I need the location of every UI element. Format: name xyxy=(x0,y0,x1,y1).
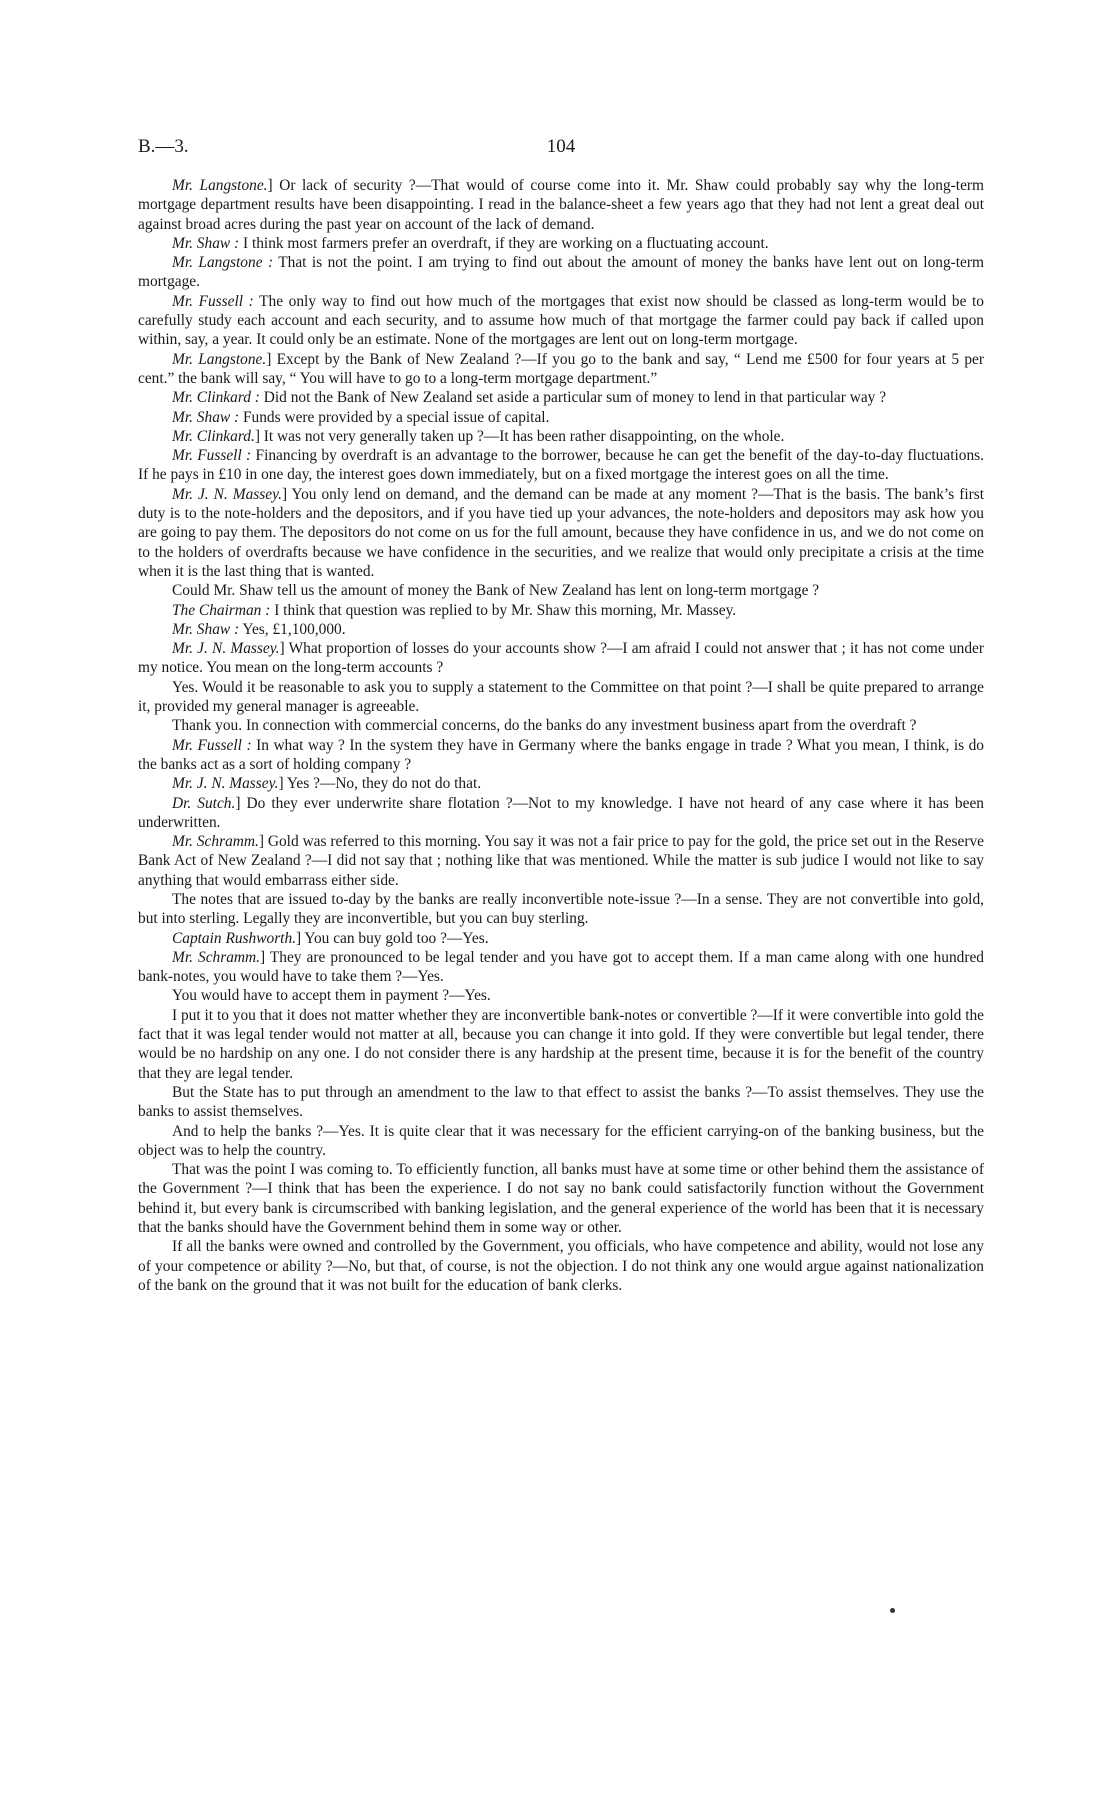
paragraph-text: ] Yes ?—No, they do not do that. xyxy=(278,775,482,793)
paragraph xyxy=(138,350,984,389)
document-code: B.—3. xyxy=(138,136,189,157)
paragraph xyxy=(138,176,984,234)
paragraph-text: Yes. Would it be reasonable to ask you to supply a statement to the Committee on that point ?—I shall be quite prepared to arrange it, provided my general manager is agreeable. xyxy=(138,678,984,716)
paragraph-text: But the State has to put through an amendment to the law to that effect to assist the banks ?—To assist themselves. They use the banks to assist themselves. xyxy=(138,1083,984,1121)
paragraph-text: ] Gold was referred to this morning. You say it was not a fair price to pay for the gold, the price set out in the Reserve Bank Act of New Zealand ?—I did not say that ; nothing like that was mentioned. While the matter is sub judice I would not like to say anything that would embarrass either side. xyxy=(138,833,984,889)
ink-dot xyxy=(890,1608,895,1613)
paragraph xyxy=(138,1006,984,1083)
paragraph xyxy=(138,408,984,427)
speaker-name: Mr. Langstone : xyxy=(172,254,274,272)
paragraph-text: ] Do they ever underwrite share flotation ?—Not to my knowledge. I have not heard of any case where it has been underwritten. xyxy=(138,794,984,831)
paragraph xyxy=(138,253,984,292)
speaker-name: Mr. J. N. Massey. xyxy=(172,775,279,793)
speaker-name: Mr. Schramm. xyxy=(172,833,259,851)
speaker-name: Mr. Fussell : xyxy=(172,447,252,465)
paragraph-text: If all the banks were owned and controlled by the Government, you officials, who have competence and ability, would not lose any of your competence or ability ?—No, but that, of course, is not the objection. I do not think any one would argue against nationalization of the bank on the ground that it was not built for the education of bank clerks. xyxy=(138,1238,984,1294)
speaker-name: Mr. J. N. Massey. xyxy=(172,485,282,503)
paragraph xyxy=(138,774,984,793)
paragraph xyxy=(138,929,984,948)
page-header xyxy=(138,136,984,160)
paragraph xyxy=(138,736,984,775)
paragraph-text: I put it to you that it does not matter whether they are inconvertible bank-notes or convertible ?—If it were convertible into gold the fact that it was legal tender would not matter at all, because you can change it into gold. If they were convertible but legal tender, there would be no hardship on any one. I do not consider there is any hardship at the present time, because it is for the benefit of the country that they are legal tender. xyxy=(138,1006,984,1082)
speaker-name: Mr. J. N. Massey. xyxy=(172,640,280,658)
paragraph xyxy=(138,986,984,1005)
paragraph xyxy=(138,1083,984,1122)
page-number: 104 xyxy=(546,136,576,157)
speaker-name: Mr. Shaw : xyxy=(172,408,240,426)
paragraph xyxy=(138,427,984,446)
paragraph-text: The only way to find out how much of the mortgages that exist now should be classed as long-term would be to carefully study each account and each security, and to assume how much of that mortgage the farmer could pay back if called upon within, say, a year. It could only be an estimate. None of the mortgages are lent out on long-term mortgage. xyxy=(138,292,984,349)
paragraph xyxy=(138,639,984,678)
speaker-name: Mr. Langstone. xyxy=(172,350,267,368)
paragraph xyxy=(138,1122,984,1161)
paragraph-text: ] Except by the Bank of New Zealand ?—If you go to the bank and say, “ Lend me £500 for four years at 5 per cent.” the bank will say, “ You will have to go to a long-term mortgage department.” xyxy=(138,350,984,387)
paragraph-text: The notes that are issued to-day by the banks are really inconvertible note-issue ?—In a sense. They are not convertible into gold, but into sterling. Legally they are inconvertible, but you can buy sterling. xyxy=(138,890,984,928)
paragraph-text: You would have to accept them in payment ?—Yes. xyxy=(172,987,491,1005)
speaker-name: Mr. Shaw : xyxy=(172,234,240,252)
paragraph-text: ] Or lack of security ?—That would of course come into it. Mr. Shaw could probably say why the long-term mortgage department results have been disappointing. I read in the balance-sheet a few years ago that they had not lent a great deal out against broad acres during the past year on account of the lack of demand. xyxy=(138,177,984,233)
speaker-name: Mr. Fussell : xyxy=(172,292,254,310)
paragraph xyxy=(138,1160,984,1237)
paragraph-text: ] It was not very generally taken up ?—It has been rather disappointing, on the whole. xyxy=(254,427,785,445)
paragraph-text: And to help the banks ?—Yes. It is quite clear that it was necessary for the efficient carrying-on of the banking business, but the object was to help the country. xyxy=(138,1122,984,1159)
paragraph xyxy=(138,620,984,639)
paragraph xyxy=(138,446,984,485)
speaker-name: Mr. Fussell : xyxy=(172,736,252,754)
paragraph xyxy=(138,388,984,407)
paragraph xyxy=(138,601,984,620)
paragraph xyxy=(138,832,984,890)
paragraph-text: ] You only lend on demand, and the demand can be made at any moment ?—That is the basis. The bank’s first duty is to the note-holders and the depositors, and if you have tied up your advances, the note-holders and depositors may ask how you are going to pay them. The depositors do not come on us for the full amount, because they have confidence in us, and we do not come on to the holders of overdrafts because we have confidence in the securities, and we realize that would only precipitate a crisis at the time when it is the last thing that is wanted. xyxy=(138,485,984,580)
speaker-name: Mr. Clinkard. xyxy=(172,427,255,445)
paragraph-text: I think that question was replied to by Mr. Shaw this morning, Mr. Massey. xyxy=(270,601,737,619)
paragraph xyxy=(138,1237,984,1295)
speaker-name: Mr. Clinkard : xyxy=(172,389,260,407)
paragraph-text: I think most farmers prefer an overdraft, if they are working on a fluctuating account. xyxy=(239,234,769,252)
paragraph-text: Thank you. In connection with commercial concerns, do the banks do any investment business apart from the overdraft ? xyxy=(172,717,917,735)
paragraph xyxy=(138,485,984,581)
paragraph xyxy=(138,678,984,717)
speaker-name: Captain Rushworth. xyxy=(172,929,296,947)
paragraph xyxy=(138,292,984,350)
paragraph-text: ] What proportion of losses do your accounts show ?—I am afraid I could not answer that ; it has not come under my notice. You mean on the long-term accounts ? xyxy=(138,640,984,677)
paragraph xyxy=(138,890,984,929)
paragraph xyxy=(138,948,984,987)
speaker-name: Mr. Schramm. xyxy=(172,948,260,966)
paragraph-text: ] You can buy gold too ?—Yes. xyxy=(296,929,489,947)
paragraph-text: Funds were provided by a special issue of capital. xyxy=(239,408,550,426)
paragraph-text: ] They are pronounced to be legal tender and you have got to accept them. If a man came along with one hundred bank-notes, you would have to take them ?—Yes. xyxy=(138,948,984,986)
body-text xyxy=(138,176,984,1295)
paragraph xyxy=(138,794,984,833)
paragraph-text: In what way ? In the system they have in Germany where the banks engage in trade ? What you mean, I think, is do the banks act as a sort of holding company ? xyxy=(138,736,984,773)
speaker-name: Mr. Shaw : xyxy=(172,620,240,638)
speaker-name: Mr. Langstone. xyxy=(172,177,268,194)
paragraph-text: Did not the Bank of New Zealand set aside a particular sum of money to lend in that particular way ? xyxy=(259,389,887,407)
speaker-name: Dr. Sutch. xyxy=(172,794,236,812)
paragraph-text: That was the point I was coming to. To efficiently function, all banks must have at some time or other behind them the assistance of the Government ?—I think that has been the experience. I do not say no bank could satisfactorily function without the Government behind it, but every bank is circumscribed with banking legislation, and the general experience of the world has been that it is necessary that the banks should have the Government behind them in some way or other. xyxy=(138,1161,984,1237)
paragraph-text: Could Mr. Shaw tell us the amount of money the Bank of New Zealand has lent on long-term mortgage ? xyxy=(172,582,820,600)
speaker-name: The Chairman : xyxy=(172,601,271,619)
paragraph xyxy=(138,234,984,253)
paragraph-text: Financing by overdraft is an advantage to the borrower, because he can get the benefit of the day-to-day fluctuations. If he pays in £10 in one day, the interest goes down immediately, but on a fixed mortgage the interest goes on all the time. xyxy=(138,447,984,484)
paragraph-text: Yes, £1,100,000. xyxy=(239,620,346,638)
paragraph xyxy=(138,716,984,735)
paragraph-text: That is not the point. I am trying to find out about the amount of money the banks have lent out on long-term mortgage. xyxy=(138,254,984,291)
paragraph xyxy=(138,581,984,600)
